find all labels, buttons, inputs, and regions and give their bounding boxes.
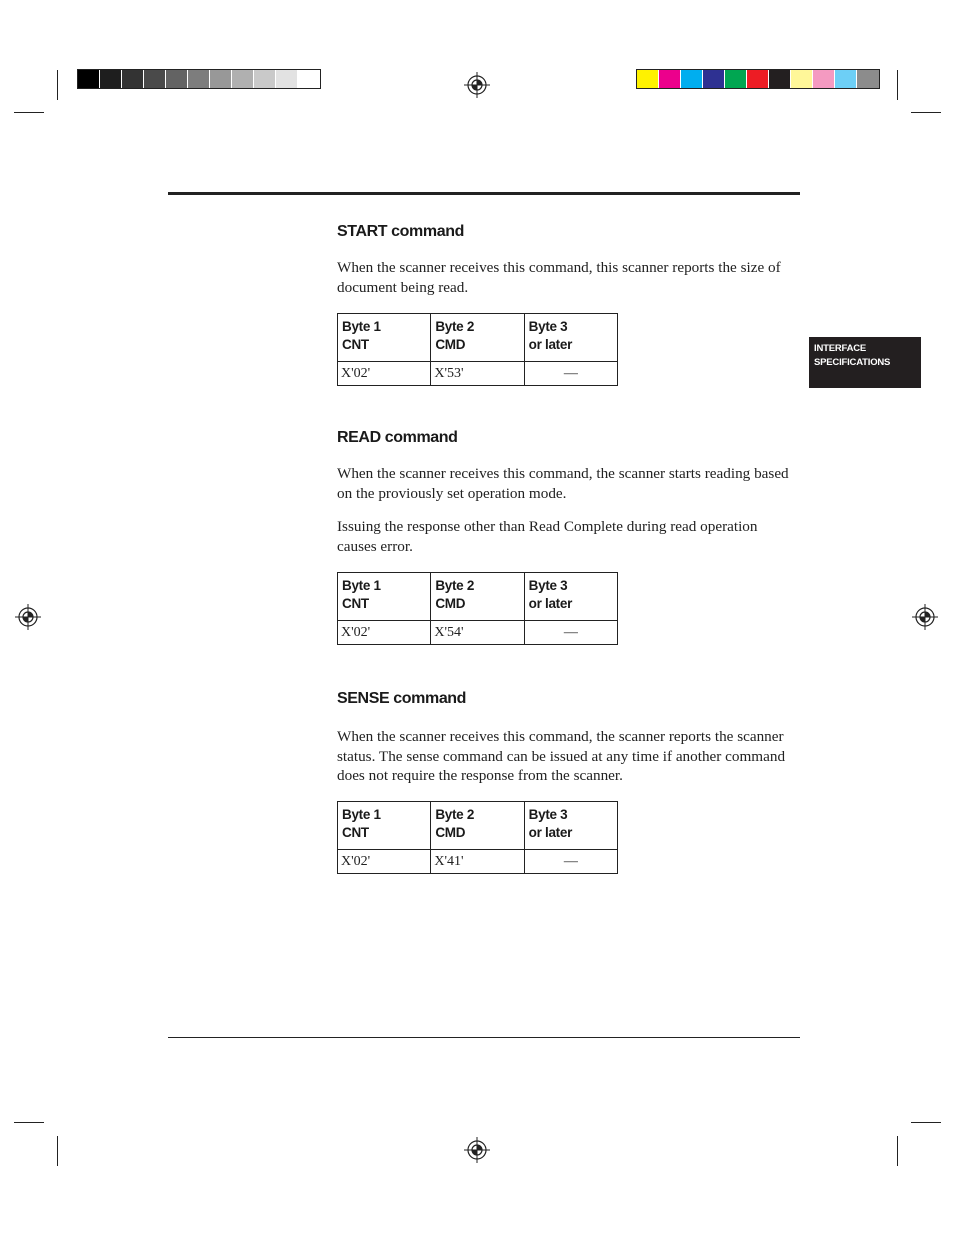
table-cell-byte3: — [524,362,617,386]
table-header-byte3: Byte 3 or later [524,802,617,850]
crop-mark [911,1122,941,1123]
sense-command-heading: SENSE command [337,690,467,707]
color-swatch [747,70,769,88]
registration-mark-icon [464,1137,490,1163]
color-swatch [835,70,857,88]
start-command-description: When the scanner receives this command, this scanner reports the size of document being read. [337,259,781,296]
color-swatch [122,70,144,88]
table-row [338,362,618,386]
table-cell-byte1: X'02' [338,850,431,874]
table-header-byte1: Byte 1 CNT [338,314,431,362]
registration-mark-icon [464,72,490,98]
start-command-heading: START command [337,223,464,240]
read-command-heading: READ command [337,429,458,446]
table-header-byte2: Byte 2 CMD [431,573,524,621]
table-cell-byte1: X'02' [338,621,431,645]
process-color-bar [636,69,880,89]
color-swatch [144,70,166,88]
color-swatch [210,70,232,88]
crop-mark [14,112,44,113]
color-swatch [725,70,747,88]
table-cell-byte2: X'53' [431,362,524,386]
color-swatch [857,70,879,88]
crop-mark [897,1136,898,1166]
color-swatch [659,70,681,88]
color-swatch [276,70,298,88]
table-header-byte1: Byte 1 CNT [338,573,431,621]
sense-command-description: When the scanner receives this command, the scanner reports the scanner status. The sense command can be issued at any time if another command does not require the response from the scanner. [337,728,786,784]
table-cell-byte2: X'54' [431,621,524,645]
table-cell-byte3: — [524,621,617,645]
sense-command-table [337,801,618,874]
registration-mark-icon [912,604,938,630]
read-command-description: When the scanner receives this command, the scanner starts reading based on the proviously set operation mode. [337,465,789,502]
color-swatch [637,70,659,88]
read-command-note: Issuing the response other than Read Complete during read operation causes error. [337,518,758,555]
chapter-side-tab [809,337,921,388]
crop-mark [57,1136,58,1166]
table-header-byte2: Byte 2 CMD [431,314,524,362]
table-header-byte1: Byte 1 CNT [338,802,431,850]
registration-mark-icon [15,604,41,630]
color-swatch [100,70,122,88]
read-command-table [337,572,618,645]
color-swatch [232,70,254,88]
header-rule [168,192,800,195]
color-swatch [166,70,188,88]
color-swatch [813,70,835,88]
crop-mark [911,112,941,113]
crop-mark [897,70,898,100]
color-swatch [791,70,813,88]
table-row [338,621,618,645]
color-swatch [254,70,276,88]
color-swatch [188,70,210,88]
grayscale-color-bar [77,69,321,89]
footer-rule [168,1037,800,1038]
crop-mark [14,1122,44,1123]
table-cell-byte2: X'41' [431,850,524,874]
color-swatch [681,70,703,88]
color-swatch [769,70,791,88]
color-swatch [78,70,100,88]
table-header-byte2: Byte 2 CMD [431,802,524,850]
color-swatch [298,70,320,88]
side-tab-line-1: INTERFACE [814,343,867,354]
table-header-byte3: Byte 3 or later [524,314,617,362]
table-cell-byte3: — [524,850,617,874]
table-header-byte3: Byte 3 or later [524,573,617,621]
side-tab-line-2: SPECIFICATIONS [814,357,891,368]
table-row [338,850,618,874]
table-cell-byte1: X'02' [338,362,431,386]
crop-mark [57,70,58,100]
start-command-table [337,313,618,386]
color-swatch [703,70,725,88]
